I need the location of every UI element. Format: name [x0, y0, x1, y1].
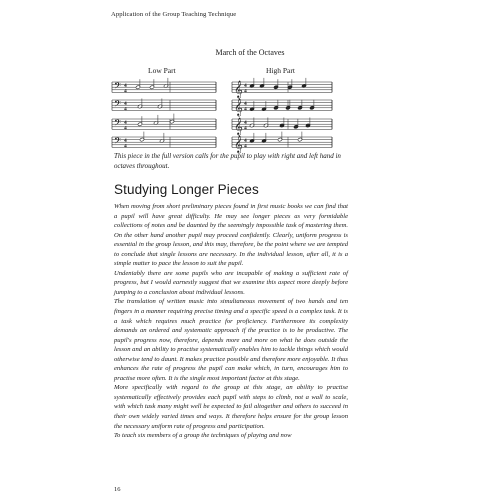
high-part-label: High Part	[266, 66, 295, 75]
paragraph: More specifically with regard to the group at this stage, an ability to practise systematically effectively provides each pupil with steps to climb, not a wall to scale, with which task many might well be expected to fail altogether and others to succeed in their own widely varied times and ways. It therefore helps ensure for the group lesson the necessary uniform rate of progress and participation.	[114, 384, 348, 430]
time-signature-numerator: 4	[244, 83, 247, 89]
paragraph: When moving from short preliminary pieces found in first music books we can find that a pupil will have great difficulty. He may see longer pieces as very formidable collections of notes and be daunted by the seemingly impossible task of mastering them. On the other hand another pupil may proceed confidently. Clearly, uniform progress is essential in the group lesson, and this may, therefore, be the point where we are tempted to conclude that single lessons are necessary. In the individual lesson, after all, it is a simple matter to pace the lesson to suit the pupil.	[114, 203, 348, 268]
figure-title: March of the Octaves	[215, 48, 285, 57]
treble-clef-icon: 𝄞	[234, 98, 243, 116]
time-signature-denominator: 4	[124, 88, 127, 95]
paragraph: To teach six members of a group the techniques of playing and now	[114, 432, 292, 440]
time-signature-numerator: 4	[124, 83, 127, 89]
time-signature-denominator: 4	[124, 125, 127, 132]
paragraph: The translation of written music into simultaneous movement of two hands and ten fingers in a manner requiring precise timing and a specific speed is a complex task. It is a task which requires much practice for proficiency. Furthermore its complexity demands an ordered and systematic approach if the practice is to be productive. The pupil's progress now, therefore, depends more and more on what he does outside the lesson and an ability to practise systematically enables him to tackle things which would otherwise tend to daunt. It makes practice possible and therefore more enjoyable. It thus enhances the rate of progress the pupil can make which, in turn, encourages him to practise more often. It is the single most important factor at this stage.	[114, 298, 348, 382]
running-head: Application of the Group Teaching Technique	[111, 11, 237, 18]
page-number: 16	[114, 486, 121, 493]
treble-clef-icon: 𝄞	[234, 135, 243, 153]
low-part-staves	[112, 78, 216, 149]
treble-clef-icon: 𝄞	[234, 117, 243, 135]
paragraph: Undeniably there are some pupils who are incapable of making a sufficient rate of progress, but I would earnestly suggest that we examine this aspect more deeply before jumping to a conclusion about individual lessons.	[114, 269, 348, 296]
time-signature-denominator: 4	[244, 106, 247, 113]
section-heading: Studying Longer Pieces	[114, 182, 259, 197]
time-signature-denominator: 4	[244, 143, 247, 150]
music-score	[0, 0, 500, 160]
time-signature-numerator: 4	[124, 138, 127, 144]
time-signature-denominator: 4	[124, 106, 127, 113]
time-signature-numerator: 4	[244, 120, 247, 126]
time-signature-denominator: 4	[244, 125, 247, 132]
bass-clef-icon: 𝄢	[114, 117, 122, 131]
time-signature-numerator: 4	[244, 101, 247, 107]
bass-clef-icon: 𝄢	[114, 135, 122, 149]
time-signature-denominator: 4	[244, 88, 247, 95]
time-signature-numerator: 4	[124, 101, 127, 107]
bass-clef-icon: 𝄢	[114, 80, 122, 94]
figure-caption: This piece in the full version calls for the pupil to play with right and left hand in octaves throughout.	[114, 152, 341, 170]
treble-clef-icon: 𝄞	[234, 80, 243, 98]
bass-clef-icon: 𝄢	[114, 98, 122, 112]
time-signature-denominator: 4	[124, 143, 127, 150]
body-text	[114, 202, 348, 441]
low-part-label: Low Part	[148, 66, 176, 75]
time-signature-numerator: 4	[244, 138, 247, 144]
high-part-staves	[232, 78, 332, 153]
time-signature-numerator: 4	[124, 120, 127, 126]
